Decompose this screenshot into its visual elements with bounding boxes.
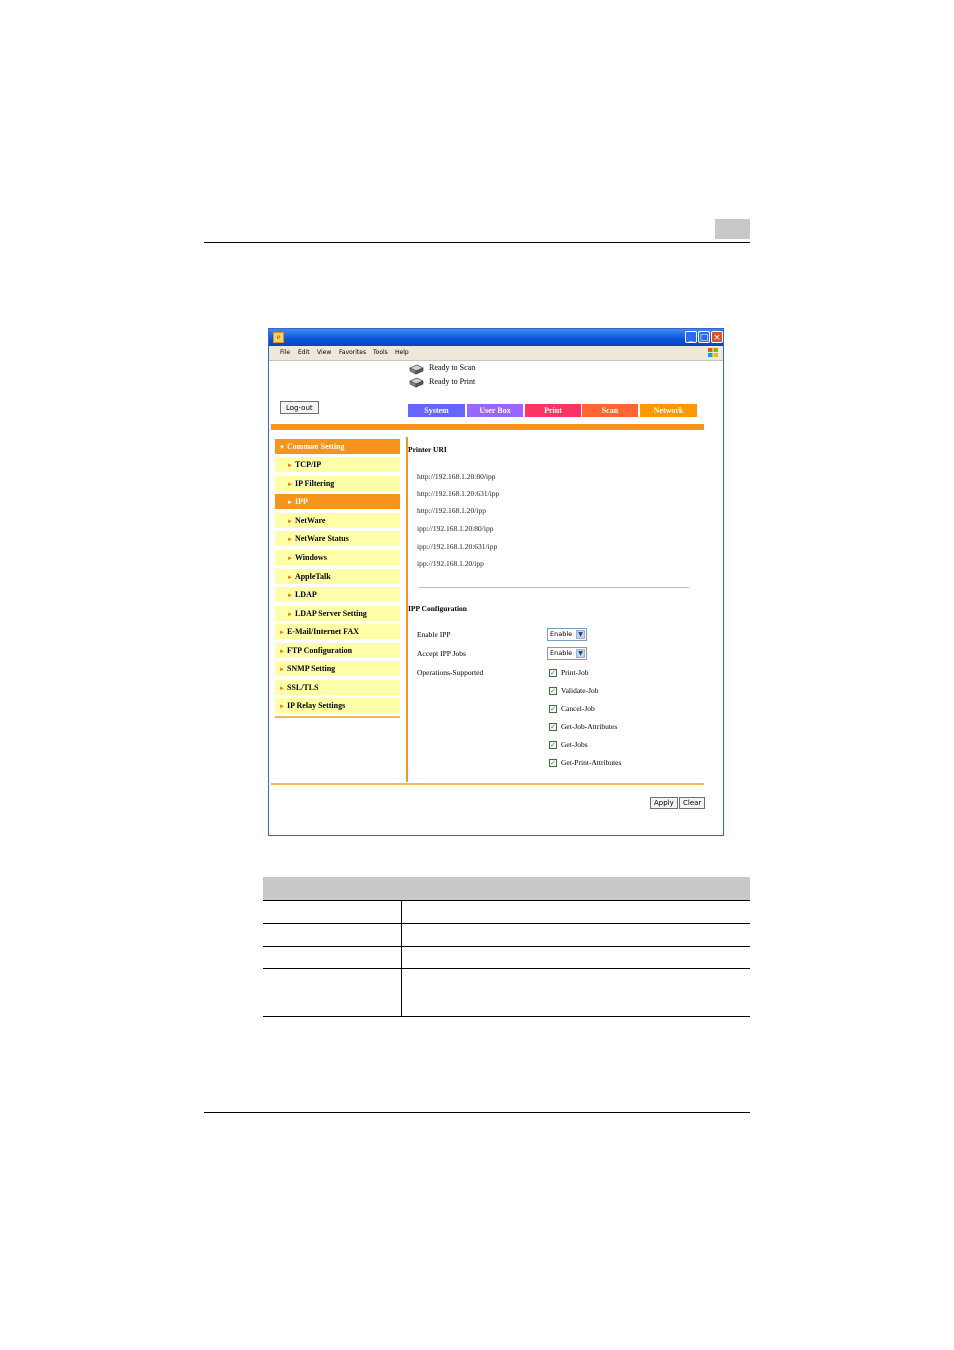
menu-view[interactable]: View bbox=[317, 349, 332, 356]
ipp-config-title: IPP Configuration bbox=[408, 604, 467, 613]
table-header-cell bbox=[401, 877, 750, 901]
table-header-cell bbox=[263, 877, 401, 901]
status-print: Ready to Print bbox=[429, 377, 476, 386]
settings-table bbox=[263, 877, 750, 1017]
menu-favorites[interactable]: Favorites bbox=[339, 349, 367, 356]
sidebar-item-ldap-server-setting[interactable]: ► LDAP Server Setting bbox=[275, 606, 400, 621]
menu-bar bbox=[269, 346, 723, 361]
menu-file[interactable]: File bbox=[280, 349, 291, 356]
sidebar-item-ssl-tls[interactable]: ► SSL/TLS bbox=[275, 680, 400, 695]
chapter-tab bbox=[715, 219, 750, 239]
table-cell bbox=[263, 901, 401, 924]
get-print-attributes-checkbox[interactable]: ✓ bbox=[550, 759, 556, 767]
browser-window bbox=[268, 328, 724, 836]
scanner-icon bbox=[408, 364, 424, 375]
apply-button[interactable]: Apply bbox=[650, 797, 678, 809]
chevron-down-icon: ▼ bbox=[576, 649, 585, 658]
accept-ipp-jobs-select[interactable] bbox=[547, 647, 587, 660]
accept-ipp-jobs-label: Accept IPP Jobs bbox=[417, 649, 466, 658]
uri-item: ipp://192.168.1.20:631/ipp bbox=[417, 542, 498, 551]
sidebar-item-ip-relay-settings[interactable]: ► IP Relay Settings bbox=[275, 698, 400, 713]
get-job-attributes-label: Get-Job-Attributes bbox=[561, 722, 618, 731]
cancel-job-checkbox[interactable]: ✓ bbox=[550, 705, 556, 713]
table-cell bbox=[401, 901, 750, 924]
app-icon: e bbox=[273, 332, 284, 343]
table-cell bbox=[263, 969, 401, 1017]
tab-system[interactable]: System bbox=[408, 404, 465, 417]
print-job-label: Print-Job bbox=[561, 668, 589, 677]
menu-tools[interactable]: Tools bbox=[373, 349, 388, 356]
clear-button[interactable]: Clear bbox=[679, 797, 705, 809]
tab-network[interactable]: Network bbox=[640, 404, 697, 417]
menu-edit[interactable]: Edit bbox=[298, 349, 310, 356]
enable-ipp-value: Enable bbox=[550, 630, 573, 638]
get-job-attributes-checkbox[interactable]: ✓ bbox=[550, 723, 556, 731]
operations-supported-label: Operations-Supported bbox=[417, 668, 484, 677]
get-jobs-checkbox[interactable]: ✓ bbox=[550, 741, 556, 749]
uri-item: http://192.168.1.20/ipp bbox=[417, 506, 486, 515]
printer-uri-title: Printer URI bbox=[408, 445, 447, 454]
sidebar-item-tcpip[interactable]: ► TCP/IP bbox=[275, 457, 400, 472]
accept-ipp-jobs-value: Enable bbox=[550, 649, 573, 657]
sidebar-item-netware-status[interactable]: ► NetWare Status bbox=[275, 531, 400, 546]
logout-button[interactable]: Log-out bbox=[280, 401, 319, 414]
print-job-checkbox[interactable]: ✓ bbox=[550, 669, 556, 677]
section-divider bbox=[419, 587, 689, 588]
cancel-job-label: Cancel-Job bbox=[561, 704, 595, 713]
page-top-rule bbox=[204, 242, 750, 243]
printer-icon bbox=[408, 377, 424, 388]
sidebar-common-setting[interactable]: ▼ Common Setting bbox=[275, 439, 400, 454]
table-cell bbox=[263, 924, 401, 947]
minimize-button[interactable]: _ bbox=[685, 331, 697, 343]
sidebar-end-rule bbox=[275, 716, 400, 718]
title-bar bbox=[269, 329, 723, 346]
uri-item: http://192.168.1.20:80/ipp bbox=[417, 472, 496, 481]
sidebar-item-appletalk[interactable]: ► AppleTalk bbox=[275, 569, 400, 584]
table-cell bbox=[401, 947, 750, 969]
tab-scan[interactable]: Scan bbox=[582, 404, 638, 417]
sidebar-item-netware[interactable]: ► NetWare bbox=[275, 513, 400, 528]
chevron-down-icon: ▼ bbox=[576, 630, 585, 639]
tab-user-box[interactable]: User Box bbox=[467, 404, 523, 417]
uri-item: ipp://192.168.1.20:80/ipp bbox=[417, 524, 494, 533]
footer-divider bbox=[271, 783, 704, 785]
menu-help[interactable]: Help bbox=[395, 349, 409, 356]
table-cell bbox=[401, 924, 750, 947]
sidebar-item-windows[interactable]: ► Windows bbox=[275, 550, 400, 565]
sidebar-item-ftp-configuration[interactable]: ► FTP Configuration bbox=[275, 643, 400, 658]
enable-ipp-label: Enable IPP bbox=[417, 630, 451, 639]
tab-print[interactable]: Print bbox=[525, 404, 581, 417]
status-scan: Ready to Scan bbox=[429, 363, 476, 372]
sidebar-item-email-internet-fax[interactable]: ► E-Mail/Internet FAX bbox=[275, 624, 400, 639]
uri-item: ipp://192.168.1.20/ipp bbox=[417, 559, 484, 568]
validate-job-label: Validate-Job bbox=[561, 686, 599, 695]
sidebar-item-ldap[interactable]: ► LDAP bbox=[275, 587, 400, 602]
sidebar-item-ipp[interactable]: ► IPP bbox=[275, 494, 400, 509]
maximize-button[interactable]: □ bbox=[699, 333, 709, 343]
get-jobs-label: Get-Jobs bbox=[561, 740, 588, 749]
uri-item: http://192.168.1.20:631/ipp bbox=[417, 489, 500, 498]
table-cell bbox=[401, 969, 750, 1017]
validate-job-checkbox[interactable]: ✓ bbox=[550, 687, 556, 695]
windows-logo-icon bbox=[707, 347, 719, 358]
page-bottom-rule bbox=[204, 1112, 750, 1113]
enable-ipp-select[interactable] bbox=[547, 628, 587, 641]
sidebar-item-ip-filtering[interactable]: ► IP Filtering bbox=[275, 476, 400, 491]
get-print-attributes-label: Get-Print-Attributes bbox=[561, 758, 622, 767]
table-cell bbox=[263, 947, 401, 969]
header-divider bbox=[271, 424, 704, 430]
sidebar-item-snmp-setting[interactable]: ► SNMP Setting bbox=[275, 661, 400, 676]
close-button[interactable]: × bbox=[711, 331, 723, 343]
